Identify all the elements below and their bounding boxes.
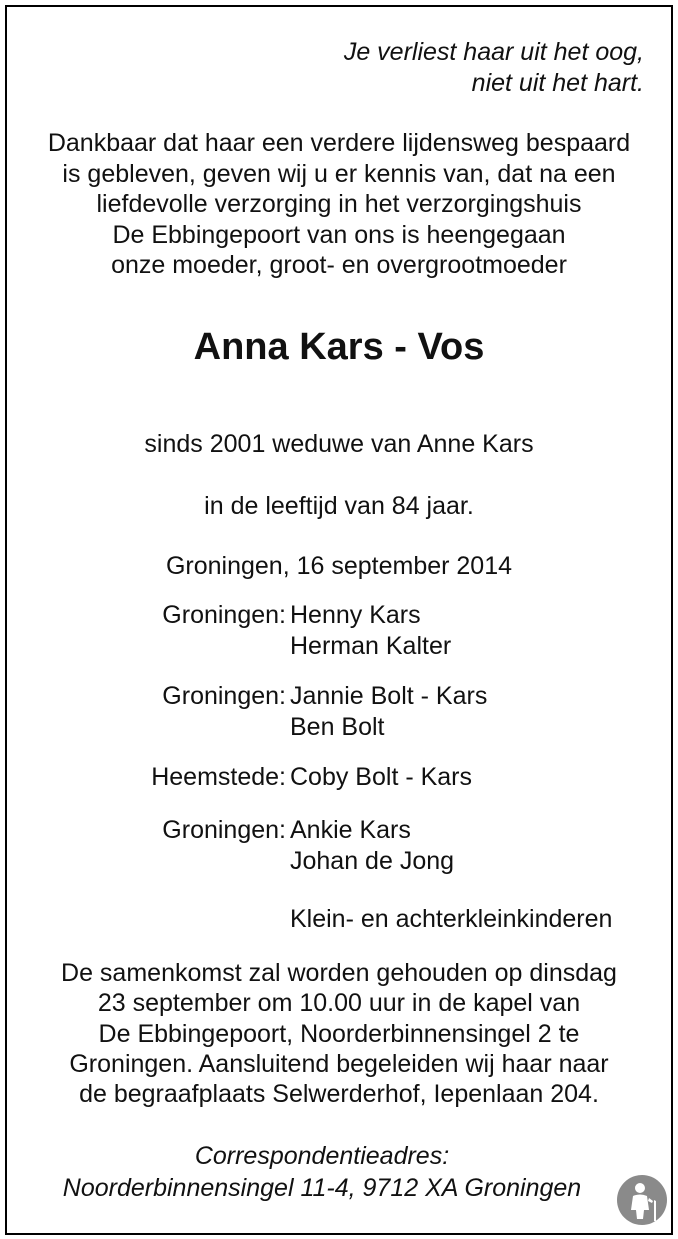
family-place: Groningen: bbox=[162, 601, 286, 629]
intro-line: Dankbaar dat haar een verdere lijdensweg bespaard bbox=[47, 129, 631, 157]
motto bbox=[344, 37, 644, 99]
correspondence-address bbox=[0, 1140, 644, 1204]
motto-line: Je verliest haar uit het oog, bbox=[343, 38, 644, 66]
intro-line: onze moeder, groot- en overgrootmoeder bbox=[111, 251, 567, 279]
intro-paragraph bbox=[0, 128, 678, 281]
ceremony-line: de begraafplaats Selwerderhof, Iepenlaan 204. bbox=[79, 1080, 599, 1109]
family-place: Groningen: bbox=[162, 682, 286, 710]
ceremony-line: 23 september om 10.00 uur in de kapel van bbox=[97, 989, 581, 1018]
deceased-name: Anna Kars - Vos bbox=[193, 326, 485, 368]
ceremony-line: De Ebbingepoort, Noorderbinnensingel 2 te bbox=[98, 1019, 580, 1048]
family-member: Henny Kars bbox=[290, 601, 421, 629]
motto-line: niet uit het hart. bbox=[471, 69, 644, 97]
intro-line: is gebleven, geven wij u er kennis van, dat na een bbox=[62, 159, 616, 188]
family-place: Groningen: bbox=[162, 816, 286, 844]
ceremony-paragraph bbox=[0, 958, 678, 1109]
family-member: Ankie Kars bbox=[290, 816, 411, 844]
widow-line: sinds 2001 weduwe van Anne Kars bbox=[144, 430, 534, 458]
grandchildren-line: Klein- en achterkleinkinderen bbox=[290, 905, 613, 933]
ceremony-line: De samenkomst zal worden gehouden op dinsdag bbox=[61, 959, 617, 987]
family-member: Jannie Bolt - Kars bbox=[290, 682, 488, 710]
family-member: Herman Kalter bbox=[290, 632, 452, 660]
family-names bbox=[290, 762, 472, 793]
family-member: Coby Bolt - Kars bbox=[290, 763, 473, 791]
intro-line: De Ebbingepoort van ons is heengegaan bbox=[112, 220, 566, 249]
intro-line: liefdevolle verzorging in het verzorgingshuis bbox=[96, 190, 582, 218]
family-names bbox=[290, 600, 451, 662]
age-line: in de leeftijd van 84 jaar. bbox=[204, 492, 474, 520]
family-place: Heemstede: bbox=[151, 763, 286, 791]
family-names bbox=[290, 815, 454, 877]
place-date: Groningen, 16 september 2014 bbox=[165, 552, 513, 580]
family-names bbox=[290, 681, 487, 743]
address-label: Correspondentieadres: bbox=[194, 1142, 450, 1170]
family-member: Johan de Jong bbox=[290, 847, 455, 875]
family-member: Ben Bolt bbox=[290, 713, 385, 741]
ceremony-line: Groningen. Aansluitend begeleiden wij haar naar bbox=[69, 1049, 609, 1078]
address-value: Noorderbinnensingel 11-4, 9712 XA Groningen bbox=[62, 1174, 582, 1202]
memorial-figure-icon bbox=[616, 1174, 668, 1226]
